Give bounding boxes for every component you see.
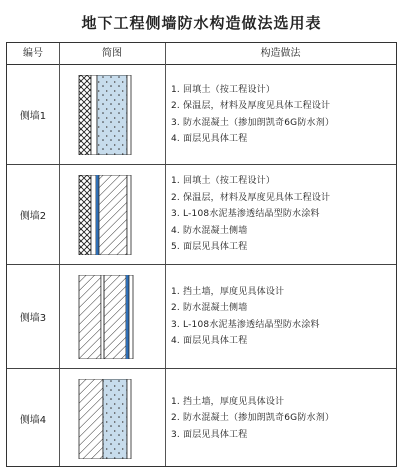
table-row <box>7 65 396 165</box>
wall-section-diagram-1 <box>69 75 149 155</box>
method-list <box>171 165 392 264</box>
header-code: 编号 <box>23 48 43 59</box>
list-item: 3. 面层见具体工程 <box>171 429 248 440</box>
header-diagram: 简图 <box>102 48 122 59</box>
method-list <box>171 65 392 164</box>
wall-section-diagram-4 <box>69 379 149 459</box>
list-item: 3. 防水混凝土（掺加朗凯奇6G防水剂） <box>171 117 335 128</box>
wall-section-diagram-2 <box>69 175 149 255</box>
method-list <box>171 369 392 468</box>
table-row <box>7 265 396 369</box>
row-label: 侧墙4 <box>19 415 47 426</box>
row-label: 侧墙3 <box>19 313 47 324</box>
list-item: 5. 面层见具体工程 <box>171 242 248 253</box>
list-item: 1. 挡土墙，厚度见具体设计 <box>171 396 285 407</box>
table-row <box>7 165 396 265</box>
list-item: 2. 保温层，材料及厚度见具体工程设计 <box>171 192 331 203</box>
list-item: 1. 回填土（按工程设计） <box>171 176 276 187</box>
page-title: 地下工程侧墙防水构造做法选用表 <box>81 14 322 32</box>
list-item: 2. 防水混凝土侧墙 <box>171 303 248 313</box>
wall-section-diagram-3 <box>69 275 149 359</box>
list-item: 2. 保温层，材料及厚度见具体工程设计 <box>171 101 331 111</box>
table-header <box>7 43 396 65</box>
header-method: 构造做法 <box>260 48 301 59</box>
table-row <box>7 369 396 468</box>
list-item: 2. 防水混凝土（掺加朗凯奇6G防水剂） <box>171 413 335 424</box>
row-label: 侧墙1 <box>19 111 47 122</box>
list-item: 4. 防水混凝土侧墙 <box>171 225 248 236</box>
list-item: 1. 回填土（按工程设计） <box>171 84 276 95</box>
method-list <box>171 265 392 368</box>
list-item: 3. L-108水泥基渗透结晶型防水涂料 <box>171 209 320 220</box>
construction-table <box>6 42 397 467</box>
list-item: 1. 挡土墙，厚度见具体设计 <box>171 286 285 297</box>
list-item: 4. 面层见具体工程 <box>171 134 248 144</box>
row-label: 侧墙2 <box>19 211 47 222</box>
list-item: 4. 面层见具体工程 <box>171 336 248 346</box>
list-item: 3. L-108水泥基渗透结晶型防水涂料 <box>171 319 320 330</box>
